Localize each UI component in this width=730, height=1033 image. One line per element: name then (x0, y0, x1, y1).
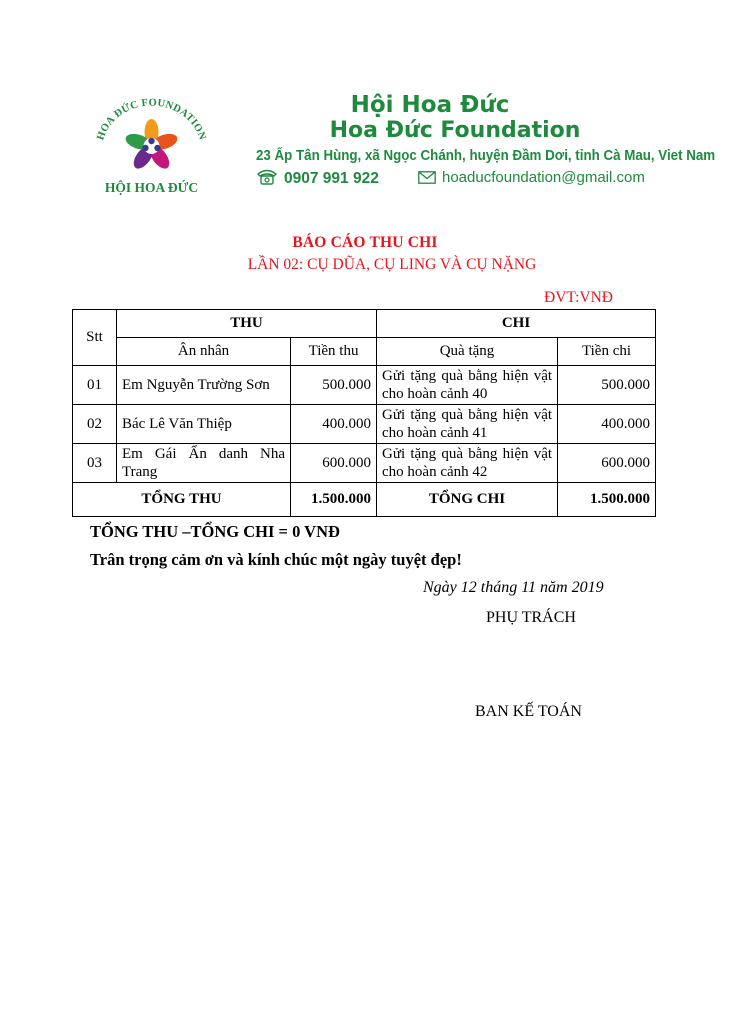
thanks-message: Trân trọng cảm ơn và kính chúc một ngày tuyệt đẹp! (90, 550, 462, 569)
table-group-header-row (73, 310, 656, 338)
foundation-logo (88, 88, 215, 208)
org-name-english: Hoa Đức Foundation (329, 118, 581, 143)
row-stt: 02 (73, 405, 117, 444)
row-gift: Gửi tặng quà bằng hiện vật cho hoàn cảnh 41 (377, 405, 558, 444)
total-expense-value: 1.500.000 (558, 483, 656, 517)
row-income: 600.000 (291, 444, 377, 483)
table-total-row (73, 483, 656, 517)
row-donor: Em Gái Ẩn danh Nha Trang (117, 444, 291, 483)
telephone-icon (256, 168, 278, 186)
row-stt: 01 (73, 366, 117, 405)
header-expense: Tiền chi (558, 338, 656, 366)
report-date: Ngày 12 tháng 11 năm 2019 (423, 579, 604, 596)
header-donor: Ân nhân (117, 338, 291, 366)
header-stt: Stt (73, 310, 117, 366)
header-income: Tiền thu (291, 338, 377, 366)
lotus-logo-icon (88, 88, 215, 208)
report-subtitle: LẦN 02: CỤ DŨA, CỤ LING VÀ CỤ NẶNG (247, 256, 537, 273)
header-income-group: THU (117, 310, 377, 338)
row-stt: 03 (73, 444, 117, 483)
signature-role: PHỤ TRÁCH (486, 609, 576, 626)
report-title: BÁO CÁO THU CHI (292, 234, 438, 251)
envelope-icon (418, 171, 436, 184)
table-row (73, 444, 656, 483)
row-donor: Em Nguyễn Trường Sơn (117, 366, 291, 405)
table-row (73, 366, 656, 405)
row-donor: Bác Lê Văn Thiệp (117, 405, 291, 444)
total-income-value: 1.500.000 (291, 483, 377, 517)
row-expense: 600.000 (558, 444, 656, 483)
row-income: 500.000 (291, 366, 377, 405)
table-column-header-row (73, 338, 656, 366)
row-expense: 500.000 (558, 366, 656, 405)
balance-summary: TỔNG THU –TỔNG CHI = 0 VNĐ (90, 522, 340, 541)
header-gift: Quà tặng (377, 338, 558, 366)
total-expense-label: TỔNG CHI (377, 483, 558, 517)
org-address: 23 Ấp Tân Hùng, xã Ngọc Chánh, huyện Đầm Dơi, tỉnh Cà Mau, Viet Nam (256, 148, 716, 164)
row-gift: Gửi tặng quà bằng hiện vật cho hoàn cảnh 42 (377, 444, 558, 483)
table-row (73, 405, 656, 444)
row-expense: 400.000 (558, 405, 656, 444)
org-phone: 0907 991 922 (284, 170, 379, 187)
logo-bottom-text: HỘI HOA ĐỨC (104, 180, 199, 195)
org-email: hoaducfoundation@gmail.com (442, 169, 645, 186)
currency-unit: ĐVT:VNĐ (544, 289, 613, 306)
income-expense-table (72, 309, 656, 517)
logo-ring-text: HOA ĐỨC FOUNDATION (95, 97, 208, 142)
header-expense-group: CHI (377, 310, 656, 338)
row-income: 400.000 (291, 405, 377, 444)
row-gift: Gửi tặng quà bằng hiện vật cho hoàn cảnh 40 (377, 366, 558, 405)
signature-department: BAN KẾ TOÁN (475, 703, 582, 720)
total-income-label: TỔNG THU (73, 483, 291, 517)
org-name-vietnamese: Hội Hoa Đức (350, 92, 510, 118)
